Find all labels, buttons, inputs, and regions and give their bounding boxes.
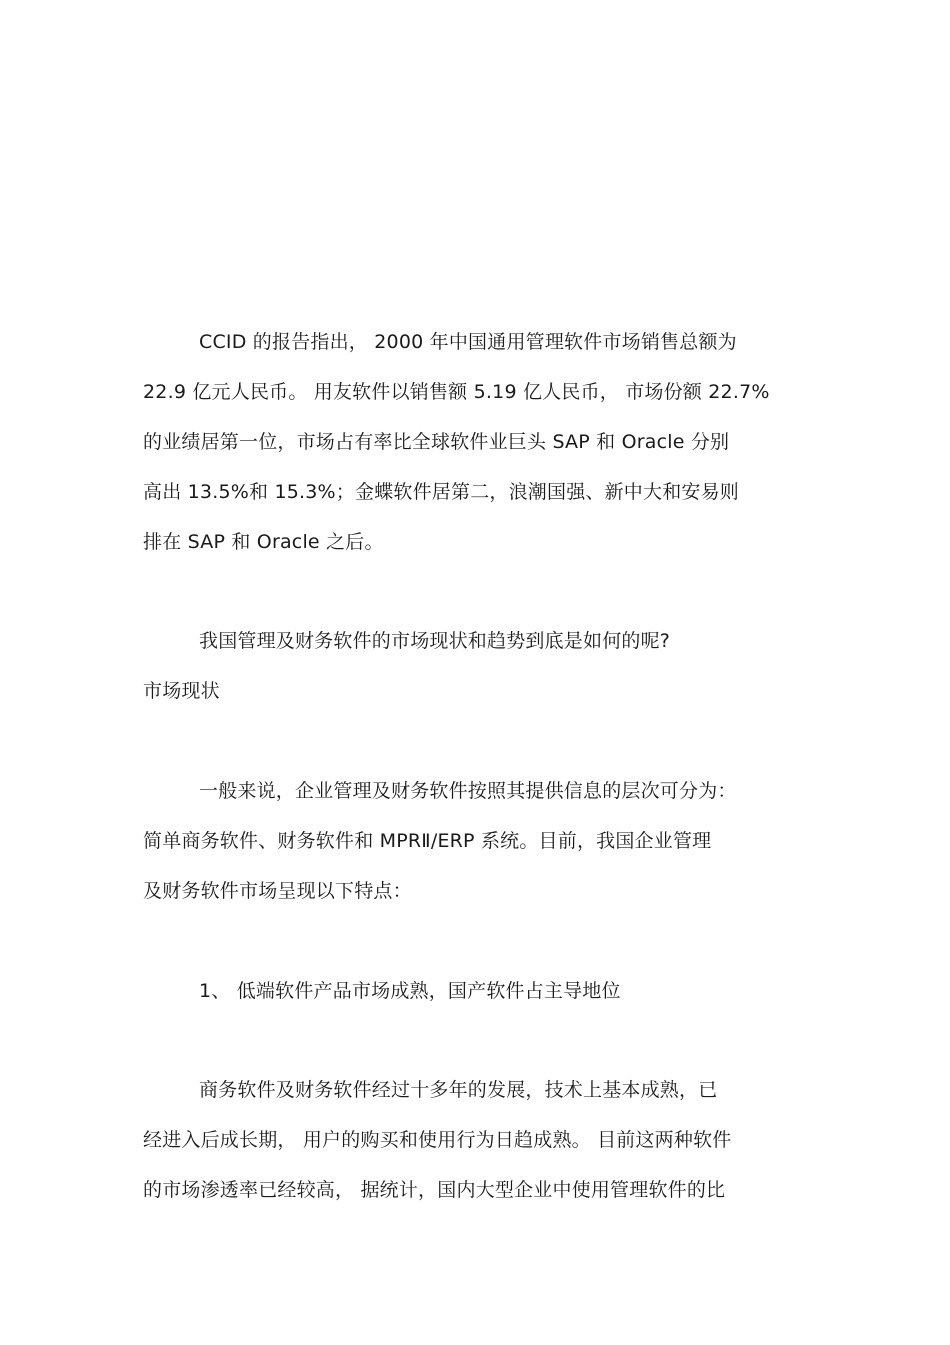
paragraph-4-line-3: 的市场渗透率已经较高， 据统计，国内大型企业中使用管理软件的比 [143,1179,726,1201]
paragraph-4-line-2: 经进入后成长期， 用户的购买和使用行为日趋成熟。 目前这两种软件 [143,1129,732,1151]
paragraph-4-line-1: 商务软件及财务软件经过十多年的发展，技术上基本成熟，已 [199,1079,718,1101]
paragraph-1-line-2: 22.9 亿元人民币。 用友软件以销售额 5.19 亿人民币， 市场份额 22.7% [143,381,770,403]
paragraph-3-line-3: 及财务软件市场呈现以下特点： [143,880,412,902]
paragraph-3-line-1: 一般来说，企业管理及财务软件按照其提供信息的层次可分为： [199,780,737,802]
paragraph-2-line-1: 我国管理及财务软件的市场现状和趋势到底是如何的呢? [199,630,671,652]
paragraph-1-line-5: 排在 SAP 和 Oracle 之后。 [143,531,384,553]
paragraph-3-line-2: 简单商务软件、财务软件和 MPRⅡ/ERP 系统。目前，我国企业管理 [143,830,712,852]
paragraph-1-line-1: CCID 的报告指出， 2000 年中国通用管理软件市场销售总额为 [199,331,737,353]
paragraph-1-line-4: 高出 13.5%和 15.3%；金蝶软件居第二，浪潮国强、新中大和安易则 [143,481,739,503]
paragraph-1-line-3: 的业绩居第一位，市场占有率比全球软件业巨头 SAP 和 Oracle 分别 [143,431,730,453]
section-heading: 市场现状 [143,680,220,702]
numbered-item-1: 1、 低端软件产品市场成熟，国产软件占主导地位 [199,980,621,1002]
